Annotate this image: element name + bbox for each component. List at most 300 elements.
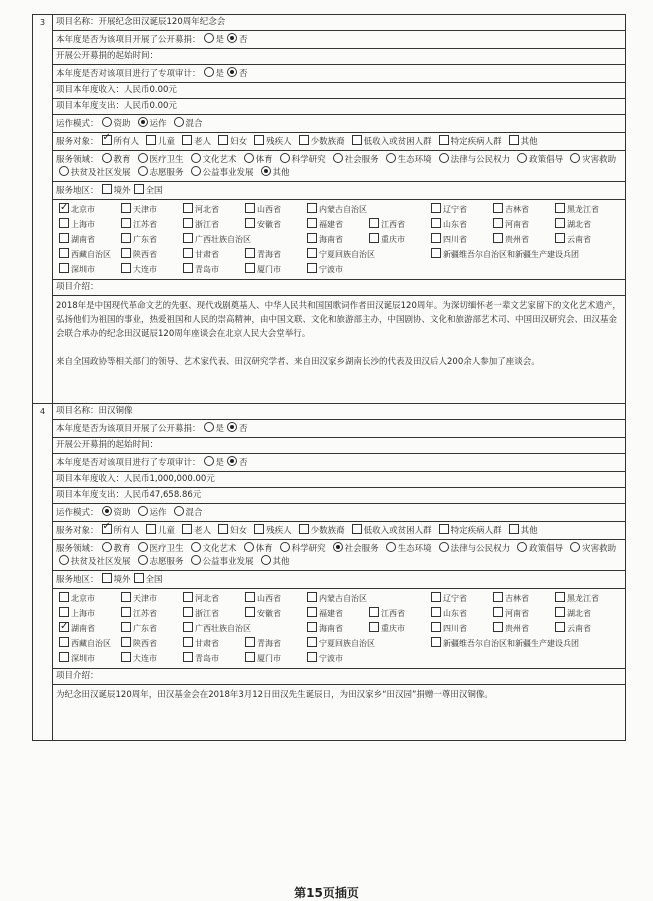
checkbox[interactable] (245, 248, 255, 258)
checkbox[interactable] (352, 524, 362, 534)
checkbox[interactable] (183, 652, 193, 662)
audit-row (53, 453, 625, 471)
region-option (304, 217, 366, 232)
region-abroad: 境外 (113, 186, 131, 196)
radio-button[interactable] (174, 117, 184, 127)
description-paragraph: 2018年是中国现代革命文艺的先驱、现代戏剧奠基人、中华人民共和国国歌词作者田汉诞辰120周年。为深切缅怀老一辈文艺家留下的文化艺术遗产，弘扬他们为祖国的事业，热爱祖国和人民的崇高精神，由中国文联、文化和旅游部主办，中国剧协、文化和旅游部艺术司、中国田汉研究会、田汉基金会联合承办的纪念田汉诞辰120周年座谈会在北京人民大会堂举行。 (56, 301, 621, 339)
checkbox[interactable] (431, 248, 441, 258)
checkbox[interactable] (493, 607, 503, 617)
region-option (490, 217, 552, 232)
field-label: 本年度是否对该项目进行了专项审计： (56, 458, 201, 468)
region-option (304, 247, 428, 262)
checkbox[interactable] (555, 592, 565, 602)
mode-option: 混合 (185, 508, 203, 518)
radio-button[interactable] (204, 33, 214, 43)
project-body (53, 404, 625, 740)
checkbox[interactable] (245, 592, 255, 602)
region-option (56, 651, 118, 666)
checkbox[interactable] (245, 218, 255, 228)
checkbox[interactable] (493, 622, 503, 632)
checkbox[interactable] (102, 135, 112, 145)
region-name: 吉林省 (505, 205, 529, 214)
project-number: 4 (33, 404, 53, 740)
region-name: 青岛市 (195, 654, 219, 663)
checkbox[interactable] (59, 652, 69, 662)
checkbox[interactable] (555, 233, 565, 243)
checkbox[interactable] (134, 573, 144, 583)
field-option: 灾害救助 (582, 155, 617, 165)
field-option: 生态环境 (397, 544, 432, 554)
checkbox[interactable] (431, 622, 441, 632)
checkbox[interactable] (431, 218, 441, 228)
checkbox[interactable] (183, 203, 193, 213)
checkbox[interactable] (102, 573, 112, 583)
radio-button[interactable] (138, 153, 148, 163)
checkbox[interactable] (183, 218, 193, 228)
service-region-row (53, 570, 625, 588)
field-label: 服务地区： (56, 575, 99, 585)
checkbox[interactable] (183, 233, 193, 243)
intro-label-row (53, 668, 625, 684)
field-label: 服务对象： (56, 526, 99, 536)
description-paragraph: 为纪念田汉诞辰120周年，田汉基金会在2018年3月12日田汉先生诞辰日，为田汉家乡“田汉园”捐赠一尊田汉铜像。 (56, 690, 493, 700)
checkbox[interactable] (307, 263, 317, 273)
region-option (304, 621, 366, 636)
region-nation: 全国 (145, 186, 163, 196)
region-option (180, 636, 242, 651)
checkbox[interactable] (102, 524, 112, 534)
target-option: 低收入或贫困人群 (363, 526, 432, 536)
checkbox[interactable] (59, 622, 69, 632)
checkbox[interactable] (134, 184, 144, 194)
checkbox[interactable] (439, 135, 449, 145)
field-label: 服务领域： (56, 544, 99, 554)
checkbox[interactable] (121, 248, 131, 258)
income-row (53, 471, 625, 487)
checkbox[interactable] (307, 622, 317, 632)
region-option (490, 232, 552, 247)
radio-button[interactable] (59, 555, 69, 565)
region-grid (56, 202, 622, 277)
region-option (366, 606, 428, 621)
checkbox[interactable] (121, 607, 131, 617)
region-option (304, 636, 428, 651)
region-name: 内蒙古自治区 (319, 205, 367, 214)
region-option (180, 621, 304, 636)
field-option: 教育 (113, 155, 131, 165)
region-name: 安徽省 (257, 609, 281, 618)
radio-button[interactable] (227, 422, 237, 432)
region-option (118, 202, 180, 217)
region-option (304, 232, 366, 247)
field-label: 本年度是否为该项目开展了公开募捐： (56, 35, 201, 45)
checkbox[interactable] (218, 135, 228, 145)
mode-option: 资助 (113, 119, 131, 129)
radio-button[interactable] (517, 153, 527, 163)
field-label: 项目名称： (56, 17, 99, 27)
region-name: 北京市 (71, 594, 95, 603)
checkbox[interactable] (431, 607, 441, 617)
radio-button[interactable] (227, 67, 237, 77)
region-name: 天津市 (133, 594, 157, 603)
checkbox[interactable] (439, 524, 449, 534)
description-paragraph: 来自全国政协等相关部门的领导、艺术家代表、田汉研究学者、来自田汉家乡湖南长沙的代表及田汉后人200余人参加了座谈会。 (56, 357, 540, 367)
checkbox[interactable] (369, 607, 379, 617)
checkbox[interactable] (59, 218, 69, 228)
region-option (242, 606, 304, 621)
checkbox[interactable] (183, 592, 193, 602)
region-name: 海南省 (319, 235, 343, 244)
checkbox[interactable] (369, 218, 379, 228)
field-option: 教育 (113, 544, 131, 554)
region-name: 青海省 (257, 639, 281, 648)
radio-button[interactable] (439, 153, 449, 163)
service-field-row (53, 150, 625, 181)
region-name: 浙江省 (195, 609, 219, 618)
checkbox[interactable] (218, 524, 228, 534)
radio-button[interactable] (204, 456, 214, 466)
region-name: 深圳市 (71, 654, 95, 663)
checkbox[interactable] (121, 622, 131, 632)
radio-button[interactable] (227, 33, 237, 43)
field-option: 科学研究 (291, 155, 326, 165)
radio-button[interactable] (138, 117, 148, 127)
target-option: 所有人 (113, 137, 140, 147)
region-name: 云南省 (567, 235, 591, 244)
region-name: 河南省 (505, 609, 529, 618)
radio-button[interactable] (570, 153, 580, 163)
audit-row (53, 64, 625, 82)
checkbox[interactable] (307, 652, 317, 662)
checkbox[interactable] (183, 607, 193, 617)
target-option: 妇女 (230, 526, 248, 536)
region-name: 宁波市 (319, 265, 343, 274)
checkbox[interactable] (555, 218, 565, 228)
checkbox[interactable] (493, 233, 503, 243)
radio-button[interactable] (138, 542, 148, 552)
radio-button[interactable] (261, 166, 271, 176)
checkbox[interactable] (121, 233, 131, 243)
checkbox[interactable] (307, 637, 317, 647)
region-name: 湖南省 (71, 235, 95, 244)
checkbox[interactable] (59, 637, 69, 647)
checkbox[interactable] (245, 652, 255, 662)
mode-option: 资助 (113, 508, 131, 518)
target-option: 特定疾病人群 (450, 526, 502, 536)
checkbox[interactable] (183, 637, 193, 647)
radio-button[interactable] (204, 67, 214, 77)
radio-button[interactable] (191, 555, 201, 565)
region-name: 山西省 (257, 594, 281, 603)
region-name: 天津市 (133, 205, 157, 214)
region-name: 黑龙江省 (567, 594, 599, 603)
checkbox[interactable] (555, 607, 565, 617)
checkbox[interactable] (299, 135, 309, 145)
region-option (118, 591, 180, 606)
region-option (118, 621, 180, 636)
target-option: 其他 (520, 526, 538, 536)
region-name: 厦门市 (257, 654, 281, 663)
operation-mode-row (53, 114, 625, 132)
region-option (428, 636, 614, 651)
radio-button[interactable] (517, 542, 527, 552)
field-label: 开展公开募捐的起始时间： (56, 440, 159, 450)
checkbox[interactable] (493, 203, 503, 213)
region-grid (56, 591, 622, 666)
region-option (180, 651, 242, 666)
region-option (242, 591, 304, 606)
region-option (118, 232, 180, 247)
checkbox[interactable] (59, 263, 69, 273)
target-option: 低收入或贫困人群 (363, 137, 432, 147)
field-option: 医疗卫生 (149, 155, 184, 165)
checkbox[interactable] (245, 637, 255, 647)
fundraising-period-row (53, 48, 625, 64)
checkbox[interactable] (102, 184, 112, 194)
radio-button[interactable] (227, 456, 237, 466)
radio-button[interactable] (191, 153, 201, 163)
checkbox[interactable] (555, 203, 565, 213)
region-name: 湖北省 (567, 609, 591, 618)
region-name: 浙江省 (195, 220, 219, 229)
option-yes: 是 (215, 424, 225, 434)
region-option (428, 606, 490, 621)
checkbox[interactable] (146, 135, 156, 145)
checkbox[interactable] (121, 263, 131, 273)
project-table (32, 14, 626, 741)
radio-button[interactable] (333, 542, 343, 552)
radio-button[interactable] (261, 555, 271, 565)
region-name: 上海市 (71, 220, 95, 229)
field-option: 法律与公民权力 (450, 544, 511, 554)
checkbox[interactable] (431, 203, 441, 213)
checkbox[interactable] (182, 135, 192, 145)
field-label: 服务地区： (56, 186, 99, 196)
region-option (490, 606, 552, 621)
region-option (242, 262, 304, 277)
region-name: 宁波市 (319, 654, 343, 663)
checkbox[interactable] (183, 622, 193, 632)
expense-value: 项目本年度支出：人民币0.00元 (56, 101, 177, 111)
region-option (56, 247, 118, 262)
checkbox[interactable] (146, 524, 156, 534)
radio-button[interactable] (191, 166, 201, 176)
checkbox[interactable] (555, 622, 565, 632)
checkbox[interactable] (431, 592, 441, 602)
radio-button[interactable] (138, 166, 148, 176)
checkbox[interactable] (254, 524, 264, 534)
region-name: 辽宁省 (443, 205, 467, 214)
radio-button[interactable] (102, 153, 112, 163)
region-option (304, 591, 428, 606)
checkbox[interactable] (182, 524, 192, 534)
region-name: 宁夏回族自治区 (319, 639, 375, 648)
checkbox[interactable] (307, 592, 317, 602)
radio-button[interactable] (280, 542, 290, 552)
checkbox[interactable] (183, 248, 193, 258)
region-option (118, 247, 180, 262)
project-block (33, 403, 625, 740)
radio-button[interactable] (191, 542, 201, 552)
region-option (56, 202, 118, 217)
expense-row (53, 98, 625, 114)
region-name: 深圳市 (71, 265, 95, 274)
project-name: 田汉铜像 (98, 406, 133, 416)
field-option: 扶贫及社区发展 (71, 557, 131, 567)
radio-button[interactable] (138, 506, 148, 516)
checkbox[interactable] (493, 218, 503, 228)
region-option (428, 621, 490, 636)
field-option: 志愿服务 (149, 557, 184, 567)
radio-button[interactable] (138, 555, 148, 565)
target-option: 儿童 (158, 526, 176, 536)
region-name: 内蒙古自治区 (319, 594, 367, 603)
target-option: 残疾人 (266, 526, 292, 536)
checkbox[interactable] (369, 622, 379, 632)
field-label: 项目介绍： (56, 671, 99, 681)
field-option: 扶贫及社区发展 (71, 168, 131, 178)
region-option (56, 262, 118, 277)
region-option (118, 636, 180, 651)
checkbox[interactable] (254, 135, 264, 145)
radio-button[interactable] (333, 153, 343, 163)
checkbox[interactable] (493, 592, 503, 602)
checkbox[interactable] (59, 248, 69, 258)
field-option: 文化艺术 (202, 155, 237, 165)
checkbox[interactable] (509, 135, 519, 145)
region-option (56, 621, 118, 636)
region-name: 江西省 (381, 220, 405, 229)
checkbox[interactable] (509, 524, 519, 534)
region-option (180, 262, 242, 277)
option-no: 否 (239, 424, 248, 434)
checkbox[interactable] (59, 607, 69, 617)
checkbox[interactable] (307, 203, 317, 213)
expense-row (53, 487, 625, 503)
region-name: 西藏自治区 (71, 639, 111, 648)
checkbox[interactable] (369, 233, 379, 243)
checkbox[interactable] (352, 135, 362, 145)
checkbox[interactable] (431, 637, 441, 647)
region-name: 广东省 (133, 235, 157, 244)
region-option (490, 591, 552, 606)
field-option: 体育 (255, 544, 273, 554)
region-name: 大连市 (133, 654, 157, 663)
checkbox[interactable] (307, 218, 317, 228)
field-label: 运作模式： (56, 119, 99, 129)
target-option: 老人 (194, 526, 212, 536)
region-option (552, 217, 614, 232)
checkbox[interactable] (121, 592, 131, 602)
region-option (118, 262, 180, 277)
region-name: 福建省 (319, 220, 343, 229)
checkbox[interactable] (307, 233, 317, 243)
region-name: 大连市 (133, 265, 157, 274)
checkbox[interactable] (431, 233, 441, 243)
radio-button[interactable] (439, 542, 449, 552)
radio-button[interactable] (102, 506, 112, 516)
radio-button[interactable] (174, 506, 184, 516)
region-option (118, 651, 180, 666)
checkbox[interactable] (121, 218, 131, 228)
page-footer: 第15页插页 (294, 886, 359, 900)
fundraising-period-row (53, 437, 625, 453)
checkbox[interactable] (121, 203, 131, 213)
region-option (552, 232, 614, 247)
checkbox[interactable] (245, 607, 255, 617)
region-name: 西藏自治区 (71, 250, 111, 259)
region-name: 江苏省 (133, 220, 157, 229)
region-name: 贵州省 (505, 624, 529, 633)
region-option (428, 232, 490, 247)
region-option (366, 621, 428, 636)
service-target-row (53, 132, 625, 150)
region-name: 吉林省 (505, 594, 529, 603)
region-grid-row (53, 199, 625, 279)
field-option: 灾害救助 (582, 544, 617, 554)
option-yes: 是 (215, 458, 225, 468)
checkbox[interactable] (245, 203, 255, 213)
region-name: 江苏省 (133, 609, 157, 618)
target-option: 老人 (194, 137, 212, 147)
checkbox[interactable] (121, 652, 131, 662)
project-name-row (53, 15, 625, 30)
field-option: 公益事业发展 (202, 557, 254, 567)
service-target-row (53, 521, 625, 539)
checkbox[interactable] (307, 248, 317, 258)
region-name: 青岛市 (195, 265, 219, 274)
radio-button[interactable] (102, 117, 112, 127)
public-fundraising-row (53, 419, 625, 437)
radio-button[interactable] (280, 153, 290, 163)
field-label: 服务领域： (56, 155, 99, 165)
checkbox[interactable] (59, 233, 69, 243)
checkbox[interactable] (307, 607, 317, 617)
checkbox[interactable] (183, 263, 193, 273)
region-option (428, 202, 490, 217)
radio-button[interactable] (204, 422, 214, 432)
region-name: 河北省 (195, 594, 219, 603)
radio-button[interactable] (386, 153, 396, 163)
field-label: 本年度是否为该项目开展了公开募捐： (56, 424, 201, 434)
checkbox[interactable] (59, 203, 69, 213)
radio-button[interactable] (386, 542, 396, 552)
field-label: 服务对象： (56, 137, 99, 147)
checkbox[interactable] (245, 263, 255, 273)
radio-button[interactable] (570, 542, 580, 552)
radio-button[interactable] (244, 153, 254, 163)
checkbox[interactable] (121, 637, 131, 647)
field-label: 运作模式： (56, 508, 99, 518)
service-region-row (53, 181, 625, 199)
target-option: 妇女 (230, 137, 248, 147)
project-block (33, 15, 625, 403)
checkbox[interactable] (59, 592, 69, 602)
region-option (366, 217, 428, 232)
region-option (118, 217, 180, 232)
field-label: 项目名称： (56, 406, 99, 416)
region-name: 山西省 (257, 205, 281, 214)
radio-button[interactable] (59, 166, 69, 176)
region-option (242, 636, 304, 651)
radio-button[interactable] (244, 542, 254, 552)
checkbox[interactable] (299, 524, 309, 534)
region-option (242, 247, 304, 262)
region-name: 贵州省 (505, 235, 529, 244)
region-name: 河南省 (505, 220, 529, 229)
radio-button[interactable] (102, 542, 112, 552)
income-row (53, 82, 625, 98)
